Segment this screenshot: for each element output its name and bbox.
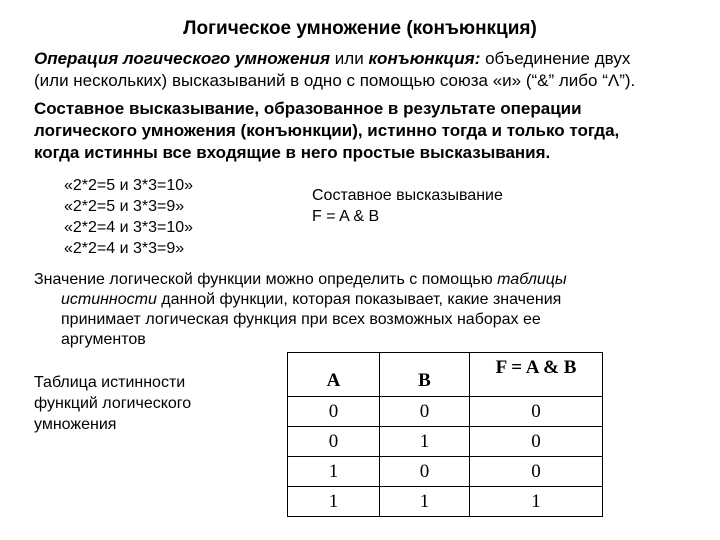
- explanation-line-3: принимает логическая функция при всех возможных наборах ее: [61, 311, 541, 328]
- compound-label: Составное высказывание: [312, 187, 503, 204]
- example-item: «2*2=5 и 3*3=9»: [64, 198, 185, 215]
- header-b: B: [380, 353, 470, 397]
- intro-connector: или: [330, 49, 369, 68]
- explanation-italic: истинности: [61, 291, 157, 308]
- examples-list: [64, 175, 193, 259]
- caption-line: Таблица истинности: [34, 374, 186, 391]
- cell-a: 1: [288, 457, 380, 487]
- table-row: [288, 397, 603, 427]
- cell-a: 0: [288, 397, 380, 427]
- cell-b: 1: [380, 427, 470, 457]
- example-item: «2*2=4 и 3*3=9»: [64, 240, 185, 257]
- cell-f: 0: [470, 427, 603, 457]
- definition-line: Составное высказывание, образованное в результате операции: [34, 99, 582, 118]
- caption-line: функций логического: [34, 395, 192, 412]
- table-caption: [34, 372, 234, 435]
- definition-line: логического умножения (конъюнкции), истинно тогда и только тогда,: [34, 121, 620, 140]
- caption-line: умножения: [34, 416, 117, 433]
- compound-statement: [312, 185, 503, 227]
- intro-rest-line1: объединение двух: [480, 49, 631, 68]
- cell-b: 0: [380, 457, 470, 487]
- slide-title: Логическое умножение (конъюнкция): [183, 18, 537, 39]
- cell-f: 0: [470, 457, 603, 487]
- cell-f: 1: [470, 487, 603, 517]
- header-a: A: [288, 353, 380, 397]
- example-item: «2*2=5 и 3*3=10»: [64, 177, 194, 194]
- truth-table-explanation: [34, 270, 674, 350]
- intro-line2: (или нескольких) высказываний в одно с помощью союза «и» (“&” либо “Λ”).: [34, 71, 636, 90]
- table-row: [288, 487, 603, 517]
- example-item: «2*2=4 и 3*3=10»: [64, 219, 194, 236]
- cell-f: 0: [470, 397, 603, 427]
- compound-formula: F = A & B: [312, 208, 380, 225]
- intro-term-operation: Операция логического умножения: [34, 49, 331, 68]
- explanation-line-1: [34, 270, 674, 290]
- table-header-row: [288, 353, 603, 397]
- truth-table: [287, 352, 603, 517]
- explanation-text: данной функции, которая показывает, какие значения: [156, 291, 562, 308]
- table-row: [288, 427, 603, 457]
- intro-paragraph: [34, 48, 694, 92]
- explanation-line-2: [34, 290, 674, 310]
- definition-paragraph: [34, 98, 694, 164]
- cell-a: 0: [288, 427, 380, 457]
- intro-term-conjunction: конъюнкция:: [368, 49, 481, 68]
- explanation-italic: таблицы: [497, 271, 567, 288]
- explanation-text: Значение логической функции можно определить с помощью: [34, 271, 498, 288]
- cell-b: 0: [380, 397, 470, 427]
- header-f: F = A & B: [470, 353, 603, 397]
- cell-a: 1: [288, 487, 380, 517]
- definition-line: когда истинны все входящие в него простые высказывания.: [34, 143, 551, 162]
- table-row: [288, 457, 603, 487]
- cell-b: 1: [380, 487, 470, 517]
- explanation-line-4: аргументов: [61, 331, 146, 348]
